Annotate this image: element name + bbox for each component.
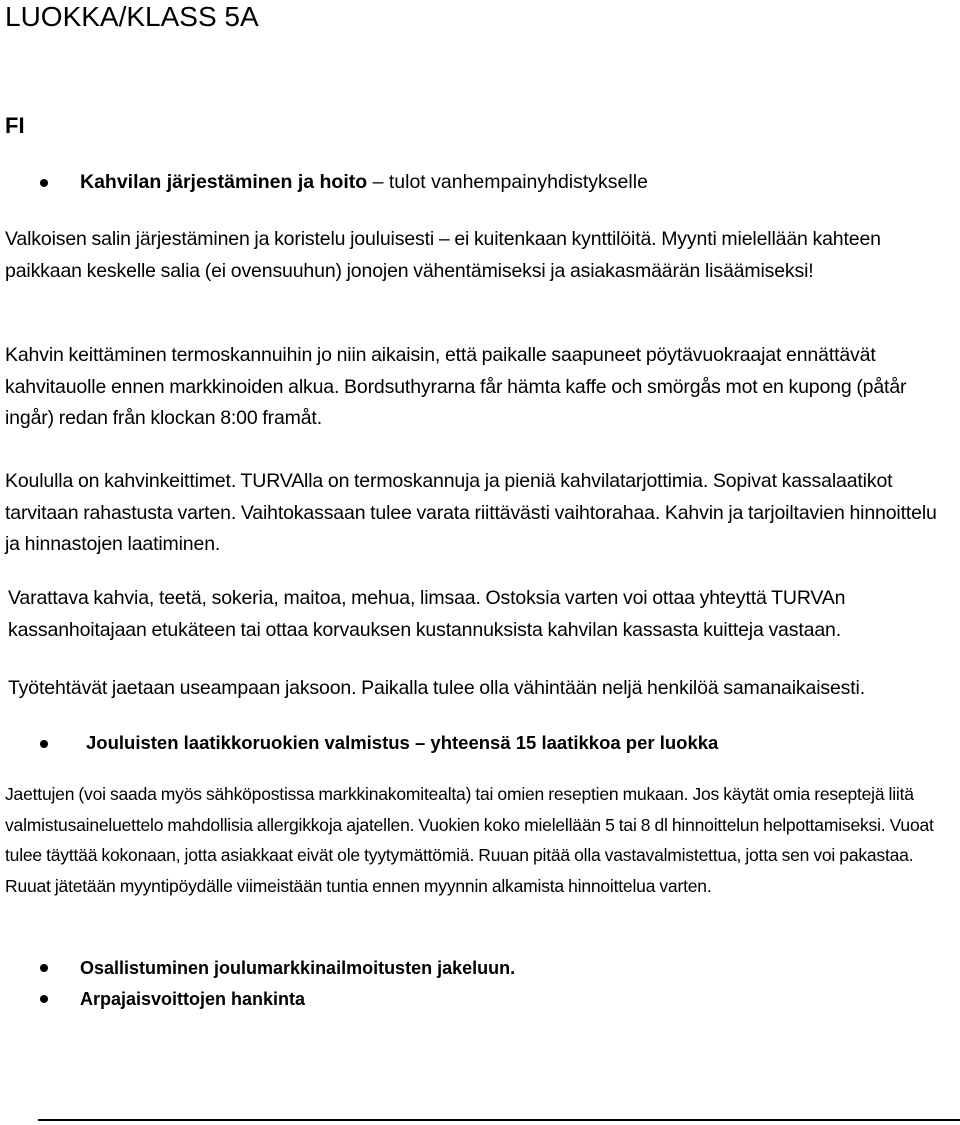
paragraph-shifts: Työtehtävät jaetaan useampaan jaksoon. Paikalla tulee olla vähintään neljä henkilöä samanaikaisesti. [8,677,865,699]
bullet-icon [40,964,48,972]
cafe-heading-rest: – tulot vanhempainyhdistykselle [367,171,648,193]
paragraph-supplies: Varattava kahvia, teetä, sokeria, maitoa, mehua, limsaa. Ostoksia varten voi ottaa yhteyttä TURVAn kassanhoitajaan etukäteen tai ottaa korvauksen kustannuksista kahvilan kassasta kuitteja vastaan. [8,587,846,641]
cafe-heading: Kahvilan järjestäminen ja hoito [80,171,368,193]
paragraph-equipment: Koululla on kahvinkeittimet. TURVAlla on termoskannuja ja pieniä kahvilatarjottimia. Sopivat kassalaatikot tarvitaan rahastusta varten. Vaihtokassaan tulee varata riittävästi vaihtorahaa. Kahvin ja tarjoiltavien hinnoittelu ja hinnastojen laatiminen. [5,470,937,555]
paragraph-hall-setup: Valkoisen salin järjestäminen ja koristelu jouluisesti – ei kuitenkaan kynttilöitä. Myynti mielellään kahteen paikkaan keskelle salia (ei ovensuuhun) jonojen vähentämiseksi ja asiakasmäärän lisäämiseksi! [5,228,881,282]
bullet-icon [40,995,48,1003]
bullet-icon [40,179,48,187]
paragraph-coffee-making: Kahvin keittäminen termoskannuihin jo niin aikaisin, että paikalle saapuneet pöytävuokraajat ennättävät kahvitauolle ennen markkinoiden alkua. Bordsuthyrarna får hämta kaffe och smörgås mot en kupong (påtår ingår) redan från klockan 8:00 framåt. [5,344,907,429]
raffle-text: Arpajaisvoittojen hankinta [80,989,306,1009]
page-title: LUOKKA/KLASS 5A [5,1,259,32]
language-heading: FI [5,113,25,138]
paragraph-casseroles: Jaettujen (voi saada myös sähköpostissa markkinakomitealta) tai omien reseptien mukaan. Jos käytät omia reseptejä liitä valmistusaineluettelo mahdollisia allergikkoja ajatellen. Vuokien koko mielellään 5 tai 8 dl hinnoittelun helpottamiseksi. Vuoat tulee täyttää kokonaan, jotta asiakkaat eivät ole tyytymättömiä. Ruuan pitää olla vastavalmistettua, jotta sen voi pakastaa. Ruuat jätetään myyntipöydälle viimeistään tuntia ennen myynnin alkamista hinnoittelua varten. [5,784,934,896]
flyers-text: Osallistuminen joulumarkkinailmoitusten jakeluun. [80,958,516,978]
footer-rule [38,1119,960,1121]
casseroles-heading: Jouluisten laatikkoruokien valmistus – yhteensä 15 laatikkoa per luokka [86,732,719,753]
bullet-icon [40,740,48,748]
